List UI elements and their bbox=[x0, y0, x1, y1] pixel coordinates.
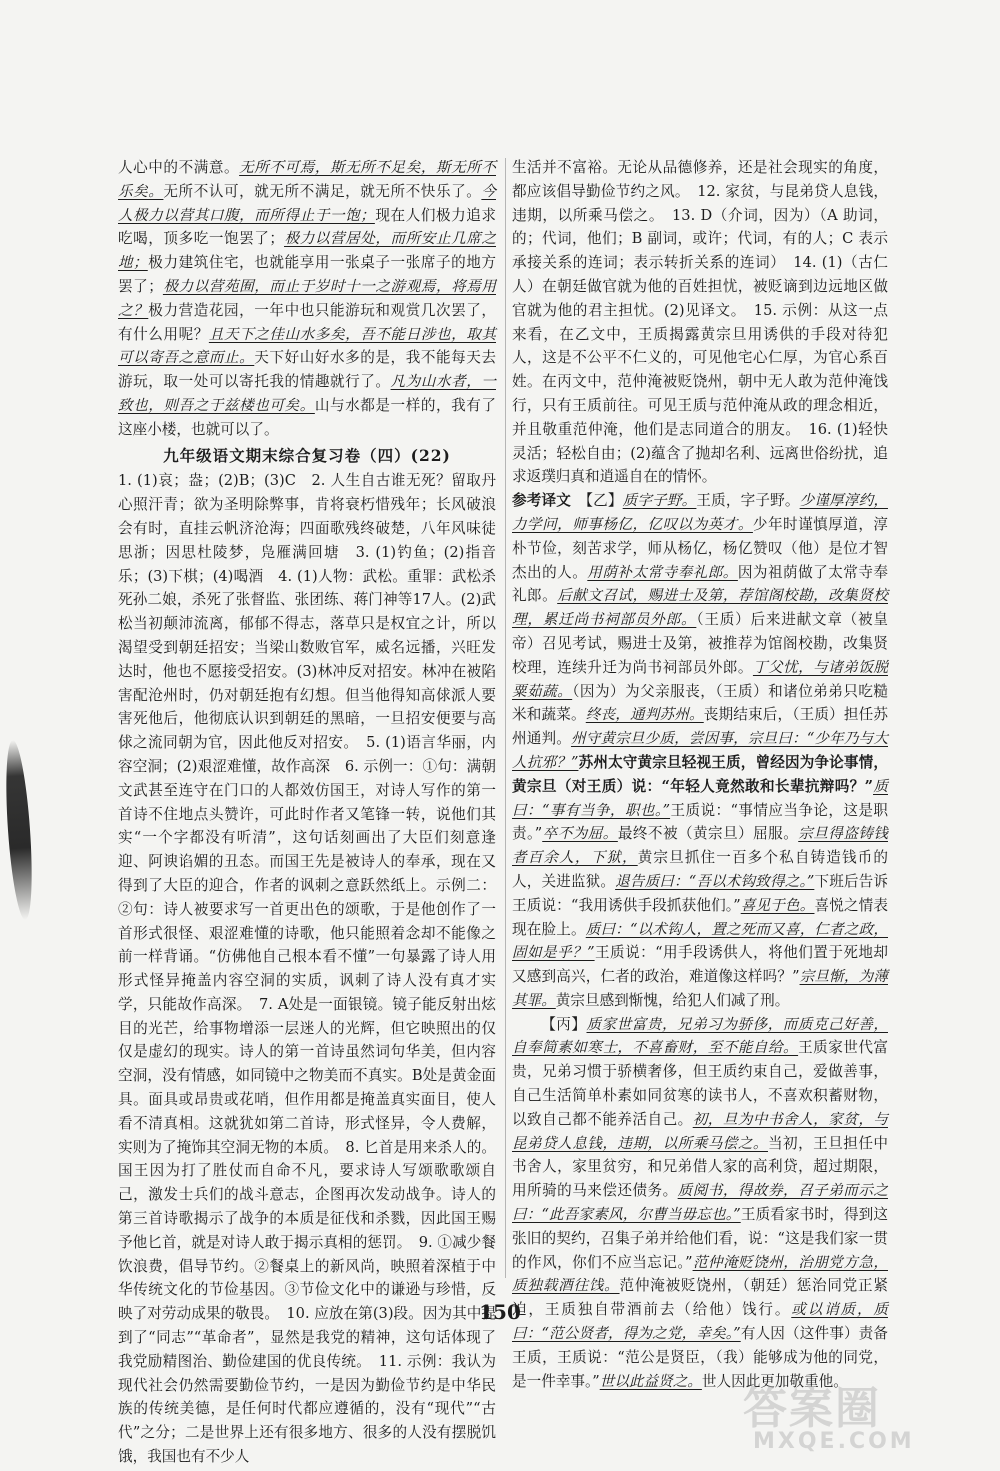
bold-text: 苏州太守黄宗旦轻视王质，曾经因为争论事情，黄宗旦（对王质）说：“年轻人竟然敢和长辈抗辩吗？” bbox=[512, 753, 888, 795]
text-run: （王质）后来进献文章（被皇帝）召见考试，赐进士及第，被推荐为馆阁校勘，改集贤校理，连续升迁为尚书祠部员外郎。 bbox=[512, 611, 888, 676]
text-run: 山与水都是一样的，我有了这座小楼，也就可以了。 bbox=[118, 396, 496, 438]
quoted-original-text: 或以诮质，质曰：“范公贤者，得为之党，幸矣。” bbox=[512, 1301, 888, 1343]
text-run: 【乙】 bbox=[570, 492, 623, 510]
quoted-original-text: 范仲淹贬饶州，治朋党方急，质独载酒往饯。 bbox=[512, 1253, 888, 1295]
text-run: 因为祖荫做了太常寺奉礼郎。 bbox=[512, 563, 888, 605]
quoted-original-text: 今人极力以营其口腹，而所得止于一饱； bbox=[118, 182, 496, 224]
quoted-original-text: 极力以营居处，而所安止几席之地； bbox=[118, 230, 496, 272]
text-run: 王质看家书时，得到这张旧的契约，召集子弟并给他们看，说：“这是我们家一贯的作风，你们不应当忘记。” bbox=[512, 1206, 888, 1271]
watermark-logo bbox=[743, 1385, 958, 1465]
quoted-original-text: 丁父忧，与诸弟饭脱粟茹蔬。 bbox=[512, 658, 888, 700]
quoted-original-text: 退告质曰：“吾以术钩致得之。” bbox=[615, 872, 815, 890]
text-run: 最终不被（黄宗旦）屈服。 bbox=[617, 825, 799, 843]
right-column bbox=[512, 156, 888, 1393]
text-run: 天下好山好水多的是，我不能每天去游玩，取一处可以寄托我的情趣就行了。 bbox=[118, 349, 496, 391]
quoted-original-text: 质曰：“以术钩人，置之死而又喜，仁者之政，固如是乎？” bbox=[512, 920, 888, 962]
text-run: 无所不认可，就无所不满足，就无所不快乐了。 bbox=[163, 182, 482, 200]
quoted-original-text: 后献文召试，赐进士及第，荐馆阁校勘，改集贤校理，累迁尚书祠部员外郎。 bbox=[512, 587, 888, 629]
text-run: 少年时谨慎厚道，淳朴节俭，刻苦求学，师从杨亿，杨亿赞叹（他）是位才智杰出的人。 bbox=[512, 515, 888, 581]
quoted-original-text: 凡为山水者，一致也，则吾之于兹楼也可矣。 bbox=[118, 373, 496, 414]
text-run: 王质说：“用手段诱供人，将他们置于死地却又感到高兴，仁者的政治，难道像这样吗？” bbox=[512, 944, 888, 986]
text-run: 范仲淹被贬饶州，（朝廷）惩治同党正紧迫，王质独自带酒前去（给他）饯行。 bbox=[512, 1277, 888, 1319]
text-run: 王质说：“事情应当争论，这是职责。” bbox=[512, 801, 889, 843]
text-run: （因为）为父亲服丧，（王质）和诸位弟弟只吃糙米和蔬菜。 bbox=[512, 682, 888, 724]
watermark-logo-text: 答案圈 bbox=[743, 1383, 881, 1434]
text-run: 当初，王旦担任中书舍人，家里贫穷，和兄弟借人家的高利贷，超过期限，用所骑的马来偿还债务。 bbox=[512, 1134, 888, 1200]
right-answers-paragraph bbox=[512, 156, 888, 489]
watermark-url: MXQE.COM bbox=[753, 1429, 915, 1454]
text-run: 1. (1)哀；盎；(2)B；(3)C 2. 人生自古谁无死？留取丹心照汗青；欲为圣明除弊事，肯将衰朽惜残年；长风破浪会有时，直挂云帆济沧海；四面歌残终破楚，八年风味徒思浙；因思杜陵梦，凫雁满回塘 3. (1)钓鱼；(2)指音乐；(3)下棋；(4)喝酒 4. (1)人物：武松。重罪：武松杀死孙二娘，杀死了张督监、张团练、蒋门神等17人。(2)武松当初颠沛流离，郁郁不得志，落草只是权宜之计，所以渴望受到朝廷招安；当梁山数败官军，威名远播，兴旺发达时，他也不愿接受招安。(3)林冲反对招安。林冲在被陷害配沧州时，仍对朝廷抱有幻想。但当他得知高俅派人要害死他后，他彻底认识到朝廷的黑暗，一旦招安便要与高俅之流同朝为官，因此他反对招安。 5. (1)语言华丽，内容空洞；(2)艰涩难懂，故作高深 6. 示例一：①句：满朝文武甚至连守在门口的人都效仿国王，对诗人写作的第一首诗不住地点头赞许，可此时作者又笔锋一转，说他们其实“一个字都没有听清”，这句话刻画出了大臣们刻意逢迎、阿谀谄媚的丑态。而国王先是被诗人的奉承，现在又得到了大臣的迎合，作者的讽刺之意跃然纸上。示例二：②句：诗人被要求写一首更出色的颂歌，于是他创作了一首形式很怪、艰涩难懂的诗歌，他只能照着念却不能像之前一样背诵。“仿佛他自己根本看不懂”一句暴露了诗人用形式怪异掩盖内容空洞的实质，讽刺了诗人没有真才实学，只能故作高深。 7. A处是一面银镜。镜子能反射出炫目的光芒，给事物增添一层迷人的光辉，但它映照出的仅仅是虚幻的现实。诗人的第一首诗虽然词句华美，但内容空洞，没有情感，如同镜中之物美而不真实。B处是黄金面具。面具或昂贵或花哨，但作用都是掩盖真实面目，使人看不清真相。这就犹如第二首诗，形式怪异，令人费解，实则为了掩饰其空洞无物的本质。 8. 匕首是用来杀人的。国王因为打了胜仗而自命不凡，要求诗人写颂歌歌颂自己，激发士兵们的战斗意志，企图再次发动战争。诗人的第三首诗歌揭示了战争的本质是征伐和杀戮，因此国王赐予他匕首，就是对诗人敢于揭示真相的惩罚。 9. ①减少餐饮浪费，倡导节约。②餐桌上的新风尚，映照着深植于中华传统文化的节俭基因。③节俭文化中的谦逊与珍惜，反映了对劳动成果的敬畏。 10. 应放在第(3)段。因为其中提到了“同志”“革命者”，显然是我党的精神，这句话体现了我党励精图治、勤俭建国的优良传统。 11. 示例：我认为现代社会仍然需要勤俭节约，一是因为勤俭节约是中华民族的传统美德，是任何时代都应遵循的，没有“现代”“古代”之分；二是世界上还有很多地方、很多的人没有摆脱饥饿，我国也有不少人 bbox=[118, 472, 496, 1466]
quoted-original-text: 质阅书，得故券，召子弟而示之曰：“此吾家素风，尔曹当毋忘也。” bbox=[512, 1182, 888, 1224]
quoted-original-text: 极力以营苑囿，而止于岁时十一之游观焉，将焉用之？ bbox=[118, 277, 496, 319]
text-run: 人心中的不满意。 bbox=[118, 159, 240, 176]
quoted-original-text: 终丧，通判苏州。 bbox=[585, 706, 704, 724]
quoted-original-text: 质家世富贵，兄弟习为骄侈，而质克己好善，自奉简素如寒士，不喜畜财，至不能自给。 bbox=[512, 1015, 888, 1057]
quoted-original-text: 初，旦为中书舍人，家贫，与昆弟贷人息钱，违期，以所乘马偿之。 bbox=[512, 1110, 888, 1152]
quoted-original-text: 少谨厚淳约，力学问，师事杨亿，亿叹以为英才。 bbox=[512, 492, 888, 533]
column-divider bbox=[505, 158, 506, 1278]
quoted-original-text: 且天下之佳山水多矣，吾不能日涉也，取其可以寄吾之意而止。 bbox=[118, 325, 496, 367]
quoted-original-text: 州守黄宗旦少质，尝因事，宗旦曰：“少年乃与大人抗邪？” bbox=[512, 730, 888, 771]
quoted-original-text: 无所不可焉，斯无所不足矣，斯无所不乐矣。 bbox=[118, 159, 496, 200]
text-run: 下班后告诉王质说：“我用诱供手段抓获他们。” bbox=[512, 872, 888, 914]
bold-text: 参考译文 bbox=[512, 492, 571, 510]
quoted-original-text: 卒不为屈。 bbox=[542, 825, 618, 843]
reference-translation-bing bbox=[512, 1013, 888, 1394]
page-number: 150 bbox=[479, 1300, 521, 1324]
text-run: 极力营造花园，一年中也只能游玩和观赏几次罢了，有什么用呢？ bbox=[118, 301, 496, 343]
quoted-original-text: 喜见于色。 bbox=[740, 896, 815, 914]
text-run: 世人因此更加敬重他。 bbox=[701, 1372, 848, 1390]
text-run: 黄宗旦抓住一百多个私自铸造钱币的人，关进监狱。 bbox=[512, 849, 888, 890]
text-run: 极力建筑住宅，也就能享用一张桌子一张席子的地方罢了； bbox=[118, 254, 496, 295]
scan-smudge bbox=[2, 739, 37, 920]
quoted-original-text: 宗旦惭，为薄其罪。 bbox=[512, 968, 888, 1009]
text-run: 黄宗旦感到惭愧，给犯人们减了刑。 bbox=[555, 991, 790, 1009]
text-run: 丧期结束后，（王质）担任苏州通判。 bbox=[512, 706, 888, 748]
text-run: 现在人们极力追求吃喝，顶多吃一饱罢了； bbox=[118, 206, 496, 248]
left-column bbox=[118, 156, 496, 1469]
text-run: 王质，字子野。 bbox=[696, 492, 800, 510]
reference-translation-yi bbox=[512, 489, 888, 1013]
quoted-original-text: 质曰：“事有当争，职也。” bbox=[512, 777, 888, 819]
text-run: 王质家世代富贵，兄弟习惯于骄横奢侈，但王质约束自己，爱做善事，自己生活简单朴素如同贫寒的读书人，不喜欢积蓄财物，以致自己都不能养活自己。 bbox=[512, 1039, 888, 1128]
quoted-original-text: 用荫补太常寺奉礼郎。 bbox=[587, 563, 738, 581]
quoted-original-text: 质字子野。 bbox=[622, 492, 697, 510]
quoted-original-text: 世以此益贤之。 bbox=[599, 1372, 702, 1390]
left-translation-paragraph bbox=[118, 156, 496, 442]
text-run: 喜悦之情表现在脸上。 bbox=[512, 896, 888, 938]
quoted-original-text: 宗旦得盗铸钱者百余人，下狱， bbox=[512, 825, 888, 867]
text-run: 【丙】 bbox=[541, 1015, 587, 1033]
section-title: 九年级语文期末综合复习卷（四）(22) bbox=[163, 445, 451, 465]
text-run: 生活并不富裕。无论从品德修养，还是社会现实的角度，都应该倡导勤俭节约之风。 12. 家贫，与昆弟贷人息钱，违期，以所乘马偿之。 13. D（介词，因为）（A 助词，的；代词，他们；B 副词，或许；代词，有的人；C 表示承接关系的连词；表示转折关系的连词） 14. (1)（古仁人）在朝廷做官就为他的百姓担忧，被贬谪到边远地区做官就为他的君主担忧。(2)见译文。 15. 示例：从这一点来看，在乙文中，王质揭露黄宗旦用诱供的手段对待犯人，这是不公平不仁义的，可见他宅心仁厚，为官心系百姓。在丙文中，范仲淹被贬饶州，朝中无人敢为范仲淹饯行，只有王质前往。可见王质与范仲淹从政的理念相近，并且敬重范仲淹，他们是志同道合的朋友。 16. (1)轻快灵活；轻松自由；(2)蕴含了抛却名利、远离世俗纷扰，追求返璞归真和逍遥自在的情怀。 bbox=[512, 159, 888, 486]
text-run: 有人因（这件事）责备王质，王质说：“范公是贤臣，（我）能够成为他的同党，是一件幸事。” bbox=[512, 1325, 888, 1390]
